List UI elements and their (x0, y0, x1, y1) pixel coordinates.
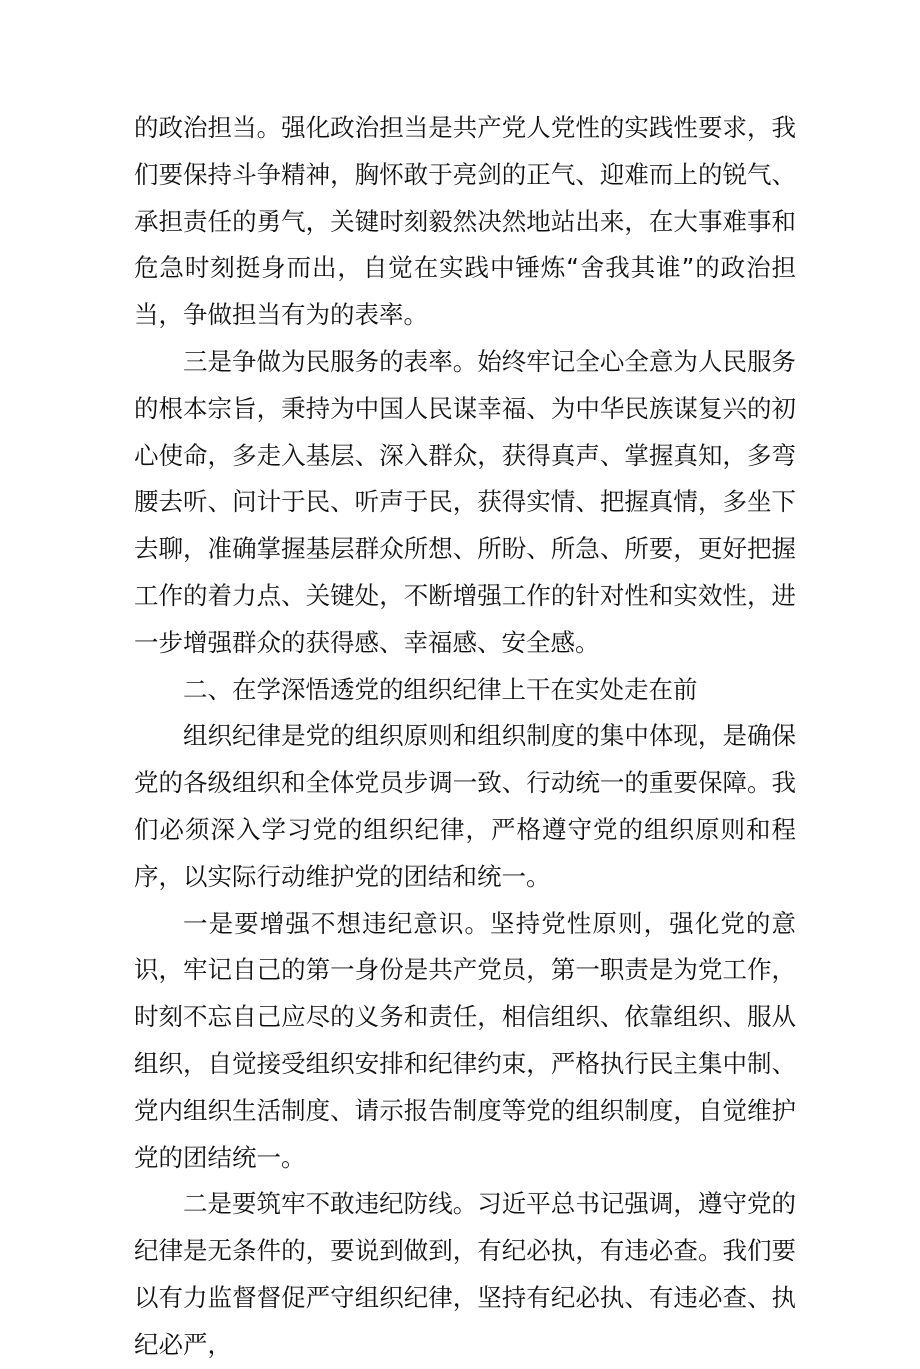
paragraph-political-responsibility: 的政治担当。强化政治担当是共产党人党性的实践性要求，我们要保持斗争精神，胸怀敢于亮剑的正气、迎难而上的锐气、承担责任的勇气，关键时刻毅然决然地站出来，在大事难事和危急时刻挺身而出，自觉在实践中锤炼“舍我其谁”的政治担当，争做担当有为的表率。 (134, 113, 796, 330)
document-body (134, 105, 796, 1369)
paragraph-organizational-discipline-intro: 组织纪律是党的组织原则和组织制度的集中体现，是确保党的各级组织和全体党员步调一致、行动统一的重要保障。我们必须深入学习党的组织纪律，严格遵守党的组织原则和程序，以实际行动维护党的团结和统一。 (134, 721, 796, 891)
paragraph-build-defense-line: 二是要筑牢不敢违纪防线。习近平总书记强调，遵守党的纪律是无条件的，要说到做到，有纪必执，有违必查。我们要以有力监督督促严守组织纪律，坚持有纪必执、有违必查、执纪必严， (134, 1189, 796, 1359)
paragraph-strengthen-awareness: 一是要增强不想违纪意识。坚持党性原则，强化党的意识，牢记自己的第一身份是共产党员，第一职责是为党工作，时刻不忘自己应尽的义务和责任，相信组织、依靠组织、服从组织，自觉接受组织安排和纪律约束，严格执行民主集中制、党内组织生活制度、请示报告制度等党的组织制度，自觉维护党的团结统一。 (134, 908, 796, 1172)
paragraph-serve-people: 三是争做为民服务的表率。始终牢记全心全意为人民服务的根本宗旨，秉持为中国人民谋幸福、为中华民族谋复兴的初心使命，多走入基层、深入群众，获得真声、掌握真知，多弯腰去听、问计于民、听声于民，获得实情、把握真情，多坐下去聊，准确掌握基层群众所想、所盼、所急、所要，更好把握工作的着力点、关键处，不断增强工作的针对性和实效性，进一步增强群众的获得感、幸福感、安全感。 (134, 346, 796, 657)
section-heading-organizational-discipline: 二、在学深悟透党的组织纪律上干在实处走在前 (183, 674, 698, 704)
